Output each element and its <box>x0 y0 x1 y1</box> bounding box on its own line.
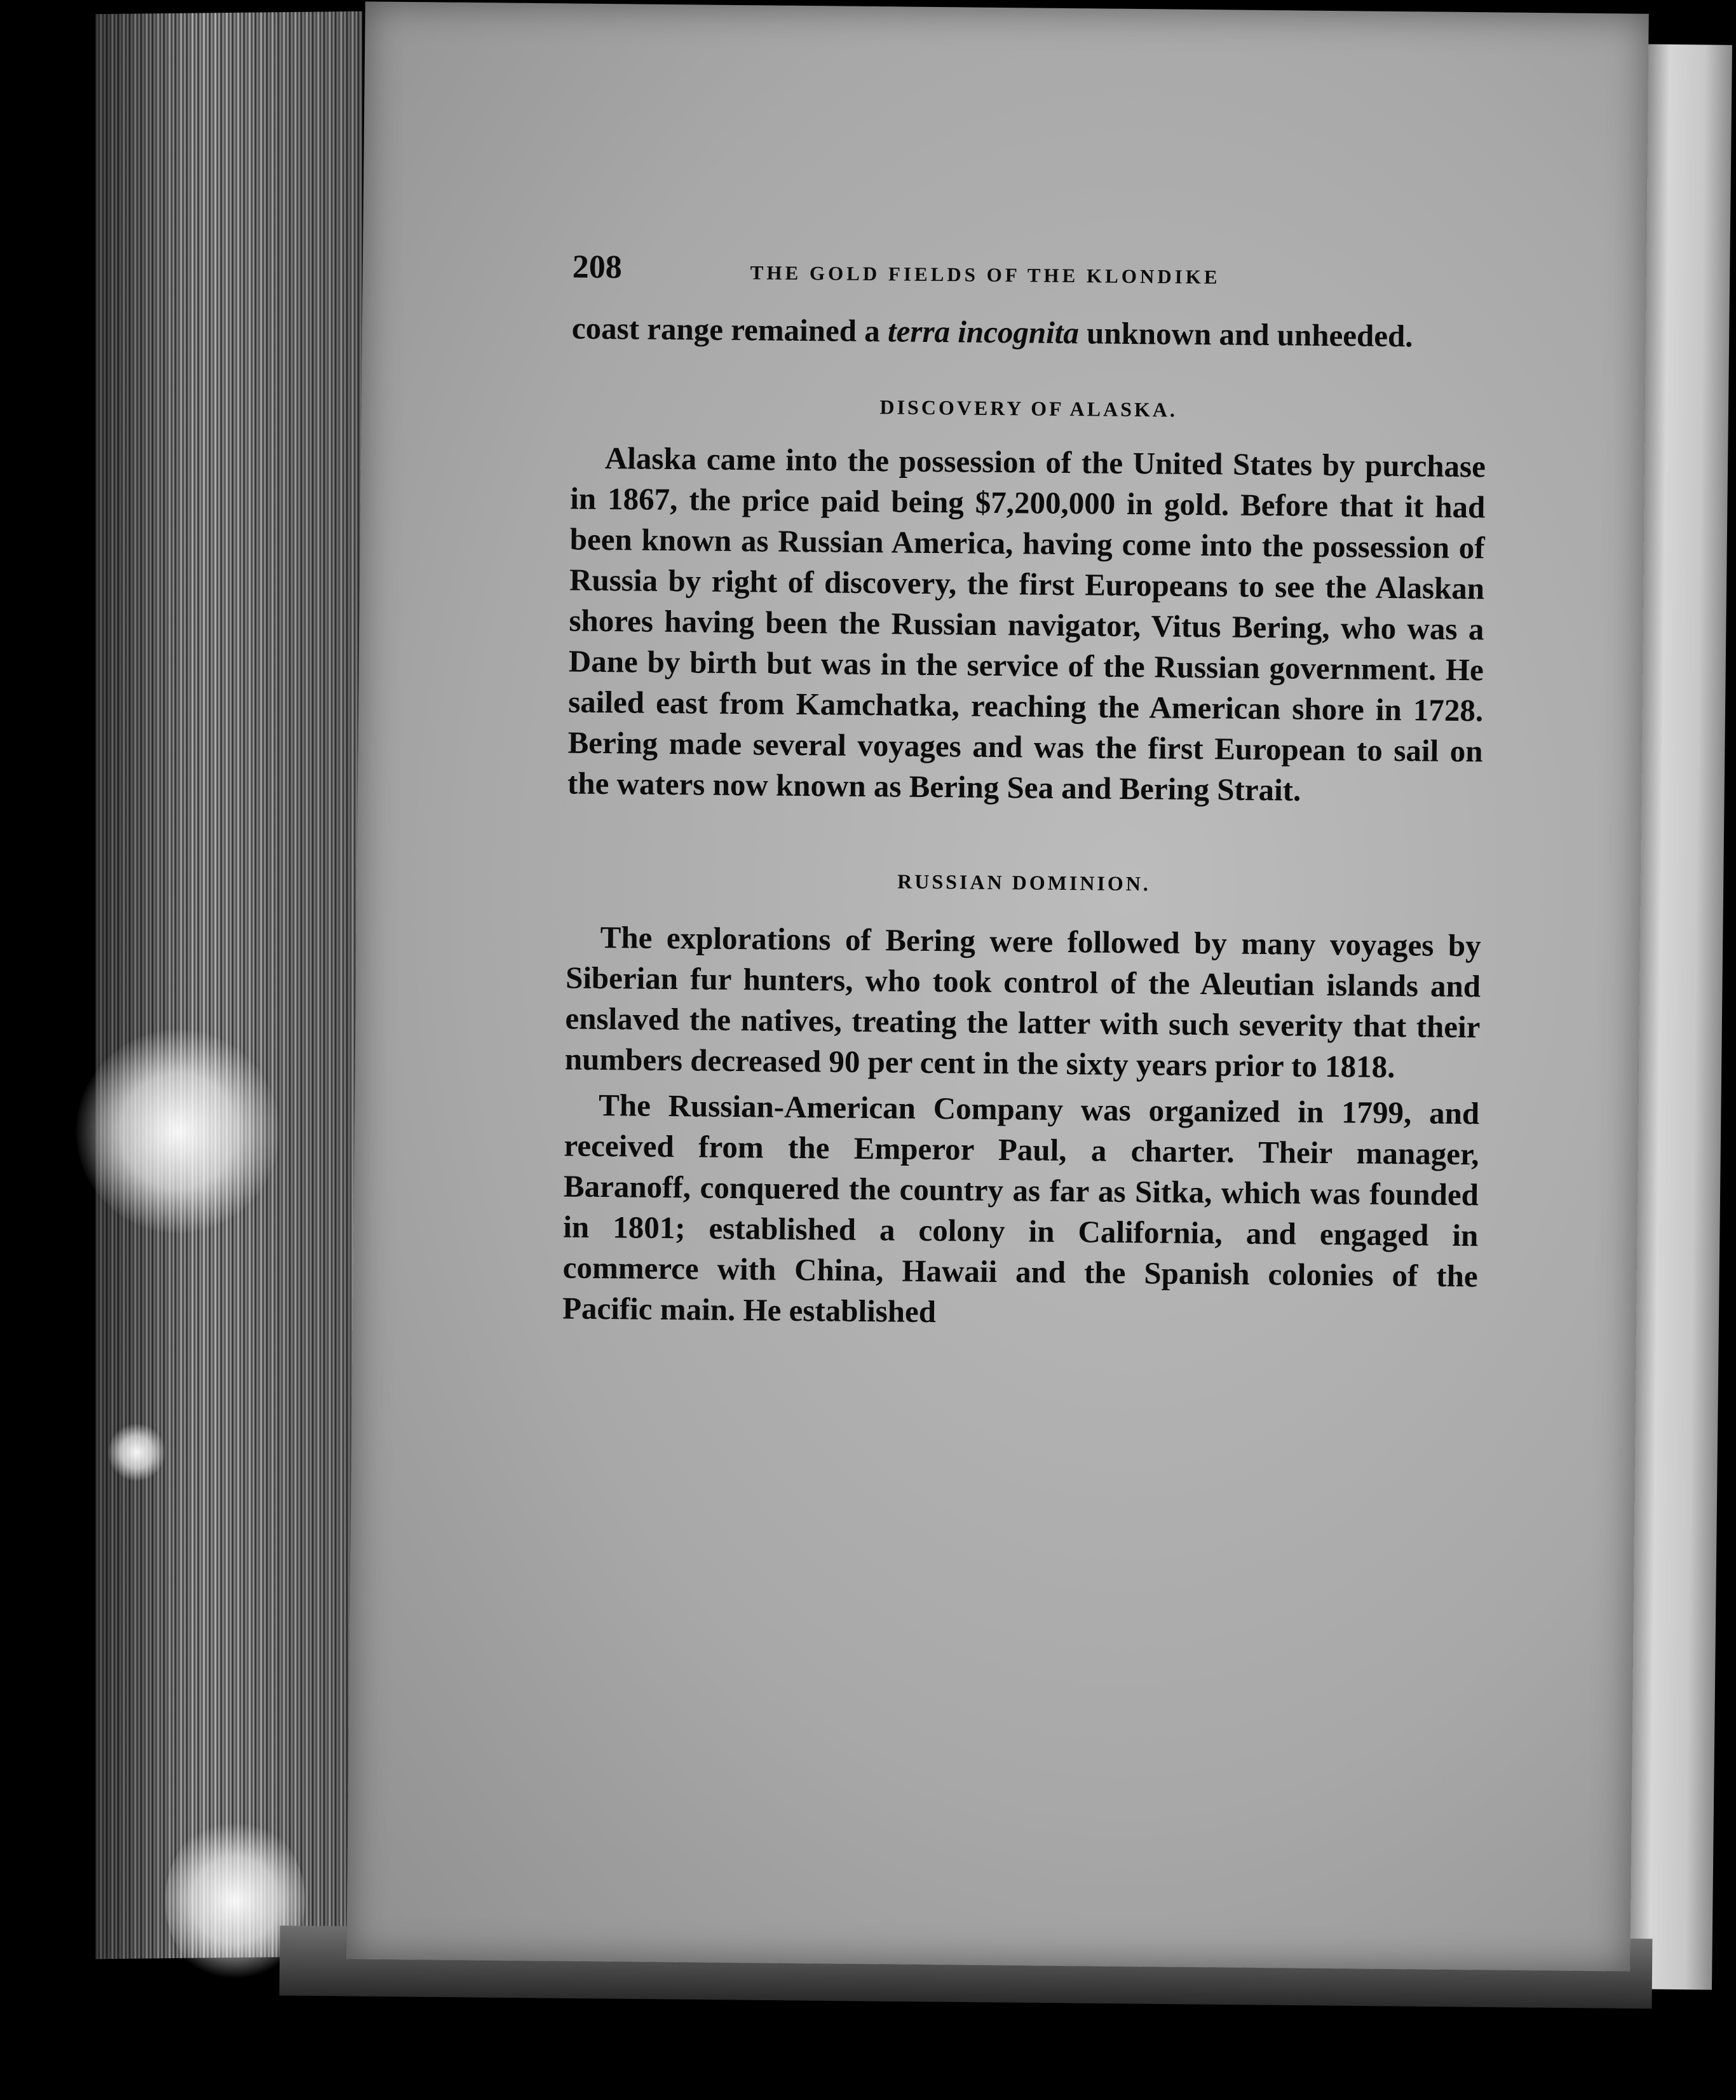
page-number: 208 <box>572 249 623 286</box>
continuation-paragraph <box>572 308 1488 358</box>
paragraph-russian-american-company: The Russian-American Company was organized in 1799, and received from the Emperor Paul, a charter. Their manager, Baranoff, conquered the country as far as Sitka, which was founded in 1801; established a colony in California, and engaged in commerce with China, Hawaii and the Spanish colonies of the Pacific main. He established <box>562 1087 1480 1330</box>
paper-damage-spot <box>76 1030 280 1233</box>
continuation-text-before: coast range remained a <box>571 310 888 349</box>
paragraph-discovery: Alaska came into the possession of the United States by purchase in 1867, the price paid being $7,200,000 in gold. Before that it had been known as Russian America, having come into the possession of Russia by right of discovery, the first Europeans to see the Alaskan shores having been the Russian navigator, Vitus Bering, who was a Dane by birth but was in the service of the Russian government. He sailed east from Kamchatka, reaching the American shore in 1728. Bering made several voyages and was the first European to sail on the waters now known as Bering Sea and Bering Strait. <box>567 440 1486 808</box>
section-heading-russian-dominion: RUSSIAN DOMINION. <box>897 869 1151 896</box>
running-head <box>572 249 1488 302</box>
italic-phrase: terra incognita <box>887 313 1080 351</box>
section-heading-discovery: DISCOVERY OF ALASKA. <box>879 395 1178 421</box>
page-edge-shadow <box>95 11 362 1959</box>
page-text-block <box>562 249 1488 1338</box>
continuation-text-after: unknown and unheeded. <box>1078 315 1413 354</box>
paper-damage-spot <box>108 1424 165 1481</box>
printed-page <box>346 1 1648 1971</box>
paragraph-explorations: The explorations of Bering were followed by many voyages by Siberian fur hunters, who took control of the Aleutian islands and enslaved the natives, treating the latter with such severity that their numbers decreased 90 per cent in the sixty years prior to 1818. <box>564 919 1481 1085</box>
running-title: THE GOLD FIELDS OF THE KLONDIKE <box>750 261 1221 289</box>
